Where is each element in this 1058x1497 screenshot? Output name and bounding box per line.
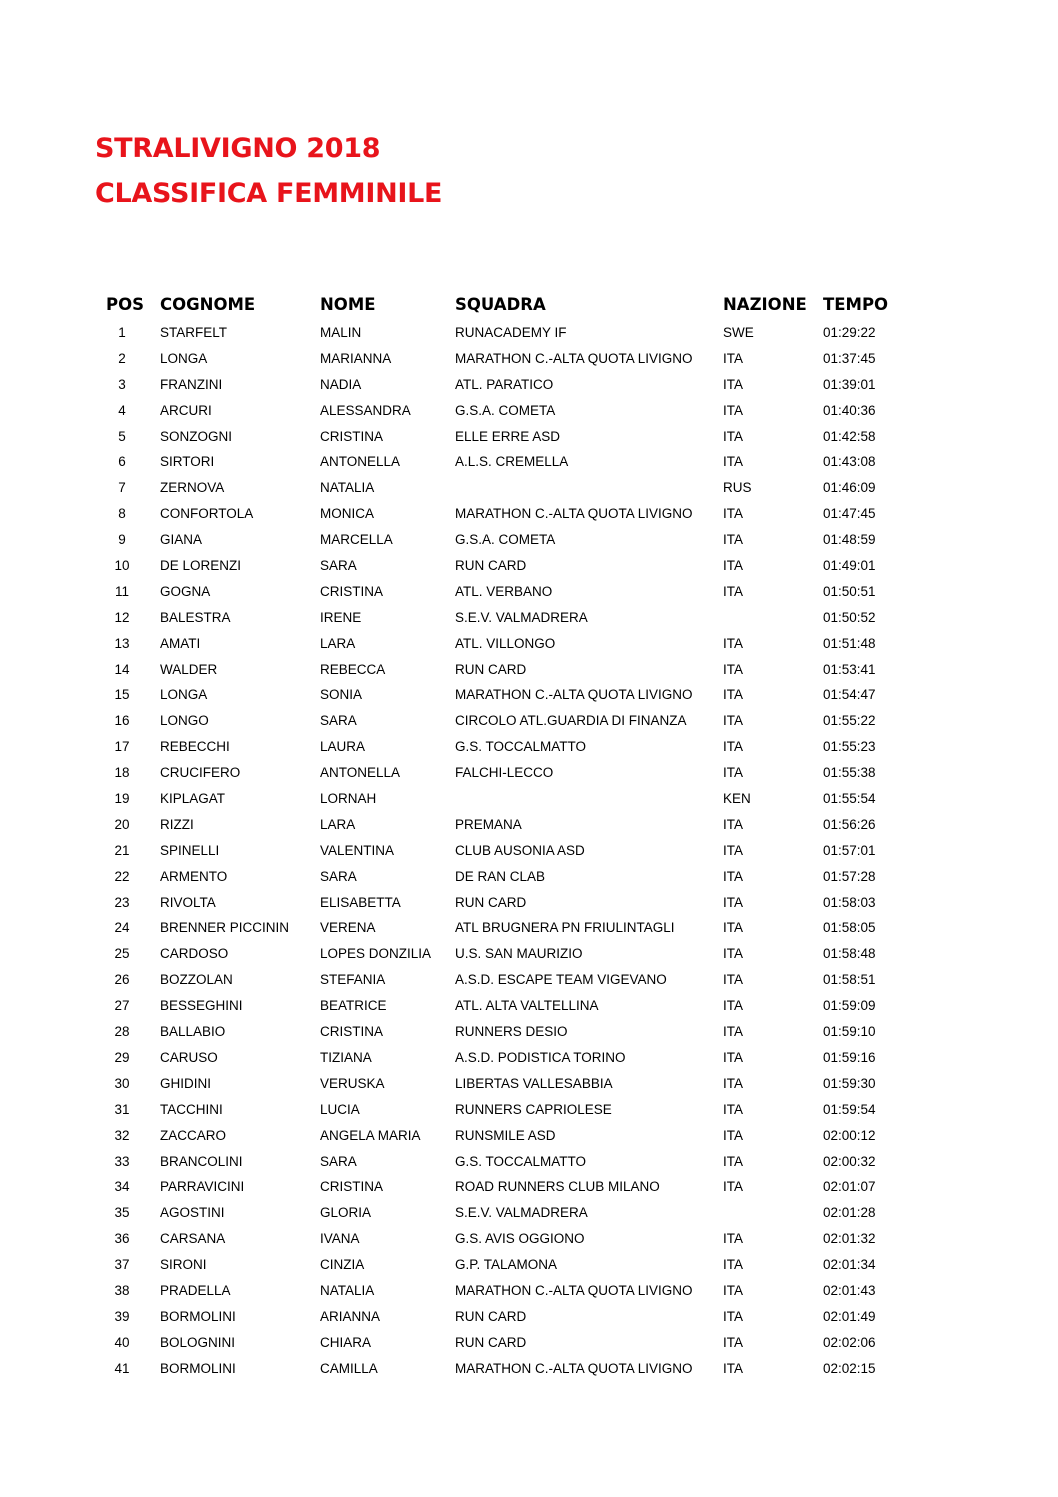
cell-tempo: 01:48:59	[823, 532, 876, 548]
cell-cognome: ARCURI	[160, 402, 212, 418]
cell-nome: SARA	[320, 713, 357, 729]
table-row	[0, 578, 1058, 604]
cell-nome: LUCIA	[320, 1101, 360, 1117]
cell-pos: 33	[114, 1153, 130, 1169]
cell-cognome: SPINELLI	[160, 842, 220, 858]
cell-squadra: MARATHON C.-ALTA QUOTA LIVIGNO	[455, 350, 693, 366]
cell-tempo: 01:39:01	[823, 376, 876, 392]
cell-tempo: 01:58:05	[823, 920, 876, 936]
cell-nome: CRISTINA	[320, 1179, 384, 1195]
cell-nome: NADIA	[320, 376, 362, 392]
table-row	[0, 1303, 1058, 1329]
cell-tempo: 02:02:15	[823, 1360, 876, 1376]
table-row	[0, 397, 1058, 423]
cell-pos: 19	[114, 791, 130, 807]
cell-tempo: 02:01:34	[823, 1257, 876, 1273]
cell-nazione: ITA	[723, 532, 743, 548]
cell-nazione: ITA	[723, 558, 743, 574]
cell-cognome: CARDOSO	[160, 946, 229, 962]
cell-tempo: 02:01:28	[823, 1205, 876, 1221]
cell-nazione: ITA	[723, 350, 743, 366]
cell-squadra: ATL BRUGNERA PN FRIULINTAGLI	[455, 920, 675, 936]
event-title: STRALIVIGNO 2018	[95, 133, 381, 164]
cell-nazione: RUS	[723, 480, 752, 496]
cell-tempo: 01:57:01	[823, 842, 876, 858]
cell-squadra: U.S. SAN MAURIZIO	[455, 946, 583, 962]
cell-nazione: ITA	[723, 428, 743, 444]
cell-pos: 22	[114, 868, 130, 884]
cell-cognome: LONGA	[160, 687, 208, 703]
cell-pos: 18	[114, 765, 130, 781]
table-row	[0, 966, 1058, 992]
cell-squadra: RUNNERS CAPRIOLESE	[455, 1101, 612, 1117]
cell-tempo: 01:49:01	[823, 558, 876, 574]
cell-tempo: 01:58:48	[823, 946, 876, 962]
cell-tempo: 01:59:16	[823, 1049, 876, 1065]
table-row	[0, 1199, 1058, 1225]
cell-cognome: RIZZI	[160, 816, 194, 832]
cell-squadra: ATL. VILLONGO	[455, 635, 556, 651]
cell-nome: CRISTINA	[320, 583, 384, 599]
table-row	[0, 1018, 1058, 1044]
cell-squadra: G.S.A. COMETA	[455, 532, 556, 548]
cell-nazione: ITA	[723, 894, 743, 910]
cell-nome: VERUSKA	[320, 1075, 385, 1091]
cell-nazione: ITA	[723, 376, 743, 392]
cell-cognome: SIRTORI	[160, 454, 215, 470]
table-row	[0, 811, 1058, 837]
cell-nazione: ITA	[723, 1308, 743, 1324]
cell-nome: VALENTINA	[320, 842, 395, 858]
table-row	[0, 1148, 1058, 1174]
table-row	[0, 500, 1058, 526]
cell-cognome: CARUSO	[160, 1049, 218, 1065]
table-row	[0, 1277, 1058, 1303]
cell-pos: 40	[114, 1334, 130, 1350]
cell-cognome: BORMOLINI	[160, 1360, 236, 1376]
cell-nome: MARCELLA	[320, 532, 393, 548]
cell-nome: BEATRICE	[320, 998, 387, 1014]
cell-nazione: ITA	[723, 1049, 743, 1065]
table-row	[0, 707, 1058, 733]
cell-pos: 4	[118, 402, 126, 418]
cell-cognome: BOZZOLAN	[160, 972, 233, 988]
cell-cognome: BOLOGNINI	[160, 1334, 236, 1350]
cell-pos: 9	[118, 532, 126, 548]
cell-pos: 10	[114, 558, 130, 574]
cell-tempo: 01:50:51	[823, 583, 876, 599]
cell-tempo: 01:42:58	[823, 428, 876, 444]
table-row	[0, 837, 1058, 863]
cell-squadra: RUN CARD	[455, 558, 527, 574]
table-row	[0, 604, 1058, 630]
cell-pos: 14	[114, 661, 130, 677]
table-row	[0, 474, 1058, 500]
cell-cognome: ZACCARO	[160, 1127, 227, 1143]
cell-nazione: ITA	[723, 454, 743, 470]
cell-tempo: 02:01:43	[823, 1282, 876, 1298]
cell-nome: SARA	[320, 868, 357, 884]
cell-cognome: GOGNA	[160, 583, 211, 599]
cell-cognome: CARSANA	[160, 1231, 226, 1247]
table-row	[0, 423, 1058, 449]
table-row	[0, 630, 1058, 656]
cell-tempo: 02:01:49	[823, 1308, 876, 1324]
cell-tempo: 01:59:30	[823, 1075, 876, 1091]
cell-cognome: STARFELT	[160, 325, 228, 340]
cell-tempo: 02:00:32	[823, 1153, 876, 1169]
cell-nazione: ITA	[723, 1179, 743, 1195]
cell-squadra: ATL. ALTA VALTELLINA	[455, 998, 599, 1014]
ranking-title: CLASSIFICA FEMMINILE	[95, 178, 443, 209]
cell-nazione: ITA	[723, 402, 743, 418]
cell-pos: 41	[114, 1360, 130, 1376]
cell-cognome: BESSEGHINI	[160, 998, 243, 1014]
cell-pos: 29	[114, 1049, 130, 1065]
cell-nazione: ITA	[723, 635, 743, 651]
cell-tempo: 01:54:47	[823, 687, 876, 703]
cell-nazione: ITA	[723, 713, 743, 729]
cell-nome: VERENA	[320, 920, 376, 936]
cell-cognome: FRANZINI	[160, 376, 223, 392]
cell-nome: NATALIA	[320, 1282, 375, 1298]
cell-nome: ANTONELLA	[320, 454, 401, 470]
cell-nazione: ITA	[723, 998, 743, 1014]
table-row	[0, 863, 1058, 889]
cell-nome: LORNAH	[320, 791, 377, 807]
cell-cognome: PRADELLA	[160, 1282, 231, 1298]
cell-tempo: 01:59:09	[823, 998, 876, 1014]
cell-nome: ARIANNA	[320, 1308, 381, 1324]
cell-nome: CHIARA	[320, 1334, 372, 1350]
cell-pos: 25	[114, 946, 130, 962]
cell-nome: ANGELA MARIA	[320, 1127, 421, 1143]
cell-tempo: 01:57:28	[823, 868, 876, 884]
cell-squadra: A.L.S. CREMELLA	[455, 454, 569, 470]
cell-squadra: RUN CARD	[455, 661, 527, 677]
table-row	[0, 1355, 1058, 1381]
header-tempo: TEMPO	[823, 295, 889, 314]
table-header	[0, 292, 1058, 319]
cell-cognome: BRANCOLINI	[160, 1153, 243, 1169]
cell-pos: 36	[114, 1231, 130, 1247]
cell-cognome: GHIDINI	[160, 1075, 212, 1091]
cell-nazione: ITA	[723, 506, 743, 522]
cell-nazione: ITA	[723, 1360, 743, 1376]
cell-squadra: FALCHI-LECCO	[455, 765, 554, 781]
cell-cognome: LONGA	[160, 350, 208, 366]
cell-pos: 38	[114, 1282, 130, 1298]
cell-nazione: ITA	[723, 972, 743, 988]
cell-pos: 24	[114, 920, 130, 936]
cell-squadra: G.S. TOCCALMATTO	[455, 739, 587, 755]
cell-pos: 34	[114, 1179, 130, 1195]
cell-squadra: RUN CARD	[455, 1334, 527, 1350]
cell-cognome: ZERNOVA	[160, 480, 225, 496]
cell-squadra: S.E.V. VALMADRERA	[455, 609, 588, 625]
cell-pos: 2	[118, 350, 126, 366]
cell-nazione: KEN	[723, 791, 751, 807]
table-body	[0, 319, 1058, 1381]
cell-pos: 39	[114, 1308, 130, 1324]
cell-nome: CRISTINA	[320, 428, 384, 444]
cell-tempo: 01:55:38	[823, 765, 876, 781]
cell-squadra: ATL. VERBANO	[455, 583, 553, 599]
cell-nome: STEFANIA	[320, 972, 386, 988]
cell-cognome: LONGO	[160, 713, 209, 729]
cell-nome: MONICA	[320, 506, 374, 522]
cell-nome: LAURA	[320, 739, 366, 755]
cell-nome: LARA	[320, 816, 356, 832]
table-row	[0, 1225, 1058, 1251]
cell-pos: 28	[114, 1024, 130, 1040]
cell-squadra: MARATHON C.-ALTA QUOTA LIVIGNO	[455, 506, 693, 522]
cell-cognome: RIVOLTA	[160, 894, 216, 910]
cell-nome: SONIA	[320, 687, 363, 703]
cell-pos: 5	[118, 428, 126, 444]
cell-pos: 13	[114, 635, 130, 651]
cell-pos: 8	[118, 506, 126, 522]
cell-squadra: ATL. PARATICO	[455, 376, 554, 392]
cell-pos: 31	[114, 1101, 130, 1117]
cell-pos: 37	[114, 1257, 130, 1273]
cell-pos: 21	[114, 842, 130, 858]
table-row	[0, 889, 1058, 915]
cell-cognome: AGOSTINI	[160, 1205, 225, 1221]
cell-cognome: ARMENTO	[160, 868, 228, 884]
table-row	[0, 448, 1058, 474]
cell-squadra: RUNSMILE ASD	[455, 1127, 556, 1143]
cell-cognome: PARRAVICINI	[160, 1179, 245, 1195]
table-row	[0, 526, 1058, 552]
results-table	[0, 292, 1058, 1381]
header-squadra: SQUADRA	[455, 295, 546, 314]
cell-nome: IVANA	[320, 1231, 360, 1247]
cell-squadra: ELLE ERRE ASD	[455, 428, 561, 444]
cell-squadra: CLUB AUSONIA ASD	[455, 842, 585, 858]
cell-nazione: ITA	[723, 868, 743, 884]
table-row	[0, 1251, 1058, 1277]
cell-nazione: ITA	[723, 1101, 743, 1117]
cell-squadra: MARATHON C.-ALTA QUOTA LIVIGNO	[455, 687, 693, 703]
cell-nome: CAMILLA	[320, 1360, 378, 1376]
table-row	[0, 992, 1058, 1018]
cell-nome: MARIANNA	[320, 350, 392, 366]
cell-pos: 11	[114, 583, 129, 599]
cell-nazione: ITA	[723, 1127, 743, 1143]
cell-cognome: SONZOGNI	[160, 428, 233, 444]
cell-cognome: GIANA	[160, 532, 203, 548]
cell-tempo: 01:58:51	[823, 972, 876, 988]
cell-nome: ANTONELLA	[320, 765, 401, 781]
table-row	[0, 1096, 1058, 1122]
cell-nazione: ITA	[723, 687, 743, 703]
cell-pos: 6	[118, 454, 126, 470]
cell-tempo: 01:53:41	[823, 661, 876, 677]
cell-nome: SARA	[320, 558, 357, 574]
cell-nome: TIZIANA	[320, 1049, 372, 1065]
cell-pos: 23	[114, 894, 130, 910]
table-row	[0, 1122, 1058, 1148]
cell-cognome: SIRONI	[160, 1257, 207, 1273]
cell-pos: 16	[114, 713, 130, 729]
cell-nazione: ITA	[723, 842, 743, 858]
cell-nome: MALIN	[320, 325, 362, 340]
cell-cognome: KIPLAGAT	[160, 791, 226, 807]
table-row	[0, 1173, 1058, 1199]
cell-squadra: DE RAN CLAB	[455, 868, 546, 884]
cell-pos: 30	[114, 1075, 130, 1091]
cell-tempo: 01:46:09	[823, 480, 876, 496]
cell-nazione: ITA	[723, 1153, 743, 1169]
cell-nazione: ITA	[723, 920, 743, 936]
cell-squadra: G.S. AVIS OGGIONO	[455, 1231, 585, 1247]
cell-squadra: ROAD RUNNERS CLUB MILANO	[455, 1179, 660, 1195]
cell-nome: IRENE	[320, 609, 362, 625]
cell-tempo: 01:43:08	[823, 454, 876, 470]
cell-nome: CRISTINA	[320, 1024, 384, 1040]
cell-squadra: A.S.D. PODISTICA TORINO	[455, 1049, 626, 1065]
cell-tempo: 01:56:26	[823, 816, 876, 832]
cell-pos: 1	[118, 325, 126, 340]
document-title	[95, 126, 442, 216]
cell-nazione: ITA	[723, 1282, 743, 1298]
cell-pos: 35	[114, 1205, 130, 1221]
cell-nazione: ITA	[723, 583, 743, 599]
cell-tempo: 01:58:03	[823, 894, 876, 910]
table-row	[0, 371, 1058, 397]
table-row	[0, 656, 1058, 682]
table-row	[0, 759, 1058, 785]
cell-nome: SARA	[320, 1153, 357, 1169]
cell-nazione: ITA	[723, 946, 743, 962]
table-row	[0, 552, 1058, 578]
cell-tempo: 02:01:07	[823, 1179, 876, 1195]
table-row	[0, 1070, 1058, 1096]
cell-nazione: ITA	[723, 1075, 743, 1091]
cell-tempo: 01:59:54	[823, 1101, 876, 1117]
cell-tempo: 01:55:54	[823, 791, 876, 807]
cell-nome: LARA	[320, 635, 356, 651]
cell-pos: 26	[114, 972, 130, 988]
cell-cognome: BALLABIO	[160, 1024, 226, 1040]
cell-tempo: 01:40:36	[823, 402, 876, 418]
table-row	[0, 681, 1058, 707]
cell-cognome: DE LORENZI	[160, 558, 242, 574]
cell-pos: 17	[114, 739, 130, 755]
cell-tempo: 02:02:06	[823, 1334, 876, 1350]
cell-cognome: BORMOLINI	[160, 1308, 236, 1324]
cell-cognome: TACCHINI	[160, 1101, 223, 1117]
cell-cognome: CRUCIFERO	[160, 765, 241, 781]
cell-squadra: A.S.D. ESCAPE TEAM VIGEVANO	[455, 972, 667, 988]
cell-tempo: 02:01:32	[823, 1231, 876, 1247]
cell-cognome: REBECCHI	[160, 739, 230, 755]
cell-nazione: ITA	[723, 1334, 743, 1350]
cell-nome: REBECCA	[320, 661, 386, 677]
cell-pos: 32	[114, 1127, 130, 1143]
cell-squadra: MARATHON C.-ALTA QUOTA LIVIGNO	[455, 1360, 693, 1376]
header-pos: POS	[105, 295, 144, 314]
cell-squadra: RUNNERS DESIO	[455, 1024, 568, 1040]
cell-nazione: ITA	[723, 816, 743, 832]
cell-squadra: RUN CARD	[455, 894, 527, 910]
header-nome: NOME	[320, 295, 376, 314]
cell-squadra: RUNACADEMY IF	[455, 325, 567, 340]
cell-nome: ELISABETTA	[320, 894, 401, 910]
cell-squadra: G.P. TALAMONA	[455, 1257, 558, 1273]
cell-squadra: S.E.V. VALMADRERA	[455, 1205, 588, 1221]
cell-tempo: 01:47:45	[823, 506, 876, 522]
cell-squadra: LIBERTAS VALLESABBIA	[455, 1075, 613, 1091]
table-row	[0, 319, 1058, 345]
cell-cognome: CONFORTOLA	[160, 506, 254, 522]
cell-squadra: G.S. TOCCALMATTO	[455, 1153, 587, 1169]
cell-squadra: PREMANA	[455, 816, 522, 832]
cell-squadra: MARATHON C.-ALTA QUOTA LIVIGNO	[455, 1282, 693, 1298]
cell-squadra: CIRCOLO ATL.GUARDIA DI FINANZA	[455, 713, 687, 729]
cell-nome: CINZIA	[320, 1257, 365, 1273]
cell-nome: ALESSANDRA	[320, 402, 411, 418]
table-row	[0, 733, 1058, 759]
cell-pos: 15	[114, 687, 130, 703]
table-row	[0, 785, 1058, 811]
cell-tempo: 01:50:52	[823, 609, 876, 625]
table-row	[0, 345, 1058, 371]
cell-cognome: WALDER	[160, 661, 218, 677]
cell-squadra: RUN CARD	[455, 1308, 527, 1324]
cell-nome: NATALIA	[320, 480, 375, 496]
cell-squadra: G.S.A. COMETA	[455, 402, 556, 418]
cell-pos: 20	[114, 816, 130, 832]
cell-cognome: AMATI	[160, 635, 201, 651]
cell-cognome: BALESTRA	[160, 609, 231, 625]
cell-pos: 3	[118, 376, 126, 392]
header-cognome: COGNOME	[160, 295, 256, 314]
cell-nazione: ITA	[723, 739, 743, 755]
table-row	[0, 940, 1058, 966]
cell-tempo: 01:51:48	[823, 635, 876, 651]
cell-nome: GLORIA	[320, 1205, 372, 1221]
cell-pos: 7	[118, 480, 126, 496]
header-nazione: NAZIONE	[723, 295, 807, 314]
cell-tempo: 01:55:23	[823, 739, 876, 755]
cell-tempo: 01:37:45	[823, 350, 876, 366]
cell-nome: LOPES DONZILIA	[320, 946, 432, 962]
table-row	[0, 1329, 1058, 1355]
cell-tempo: 01:59:10	[823, 1024, 876, 1040]
cell-pos: 12	[114, 609, 130, 625]
cell-nazione: ITA	[723, 1257, 743, 1273]
cell-tempo: 01:29:22	[823, 325, 876, 340]
cell-tempo: 02:00:12	[823, 1127, 876, 1143]
cell-nazione: SWE	[723, 325, 754, 340]
cell-nazione: ITA	[723, 1024, 743, 1040]
table-row	[0, 1044, 1058, 1070]
cell-tempo: 01:55:22	[823, 713, 876, 729]
cell-pos: 27	[114, 998, 130, 1014]
table-row	[0, 914, 1058, 940]
cell-nazione: ITA	[723, 765, 743, 781]
cell-nazione: ITA	[723, 661, 743, 677]
cell-nazione: ITA	[723, 1231, 743, 1247]
cell-cognome: BRENNER PICCININ	[160, 920, 290, 936]
